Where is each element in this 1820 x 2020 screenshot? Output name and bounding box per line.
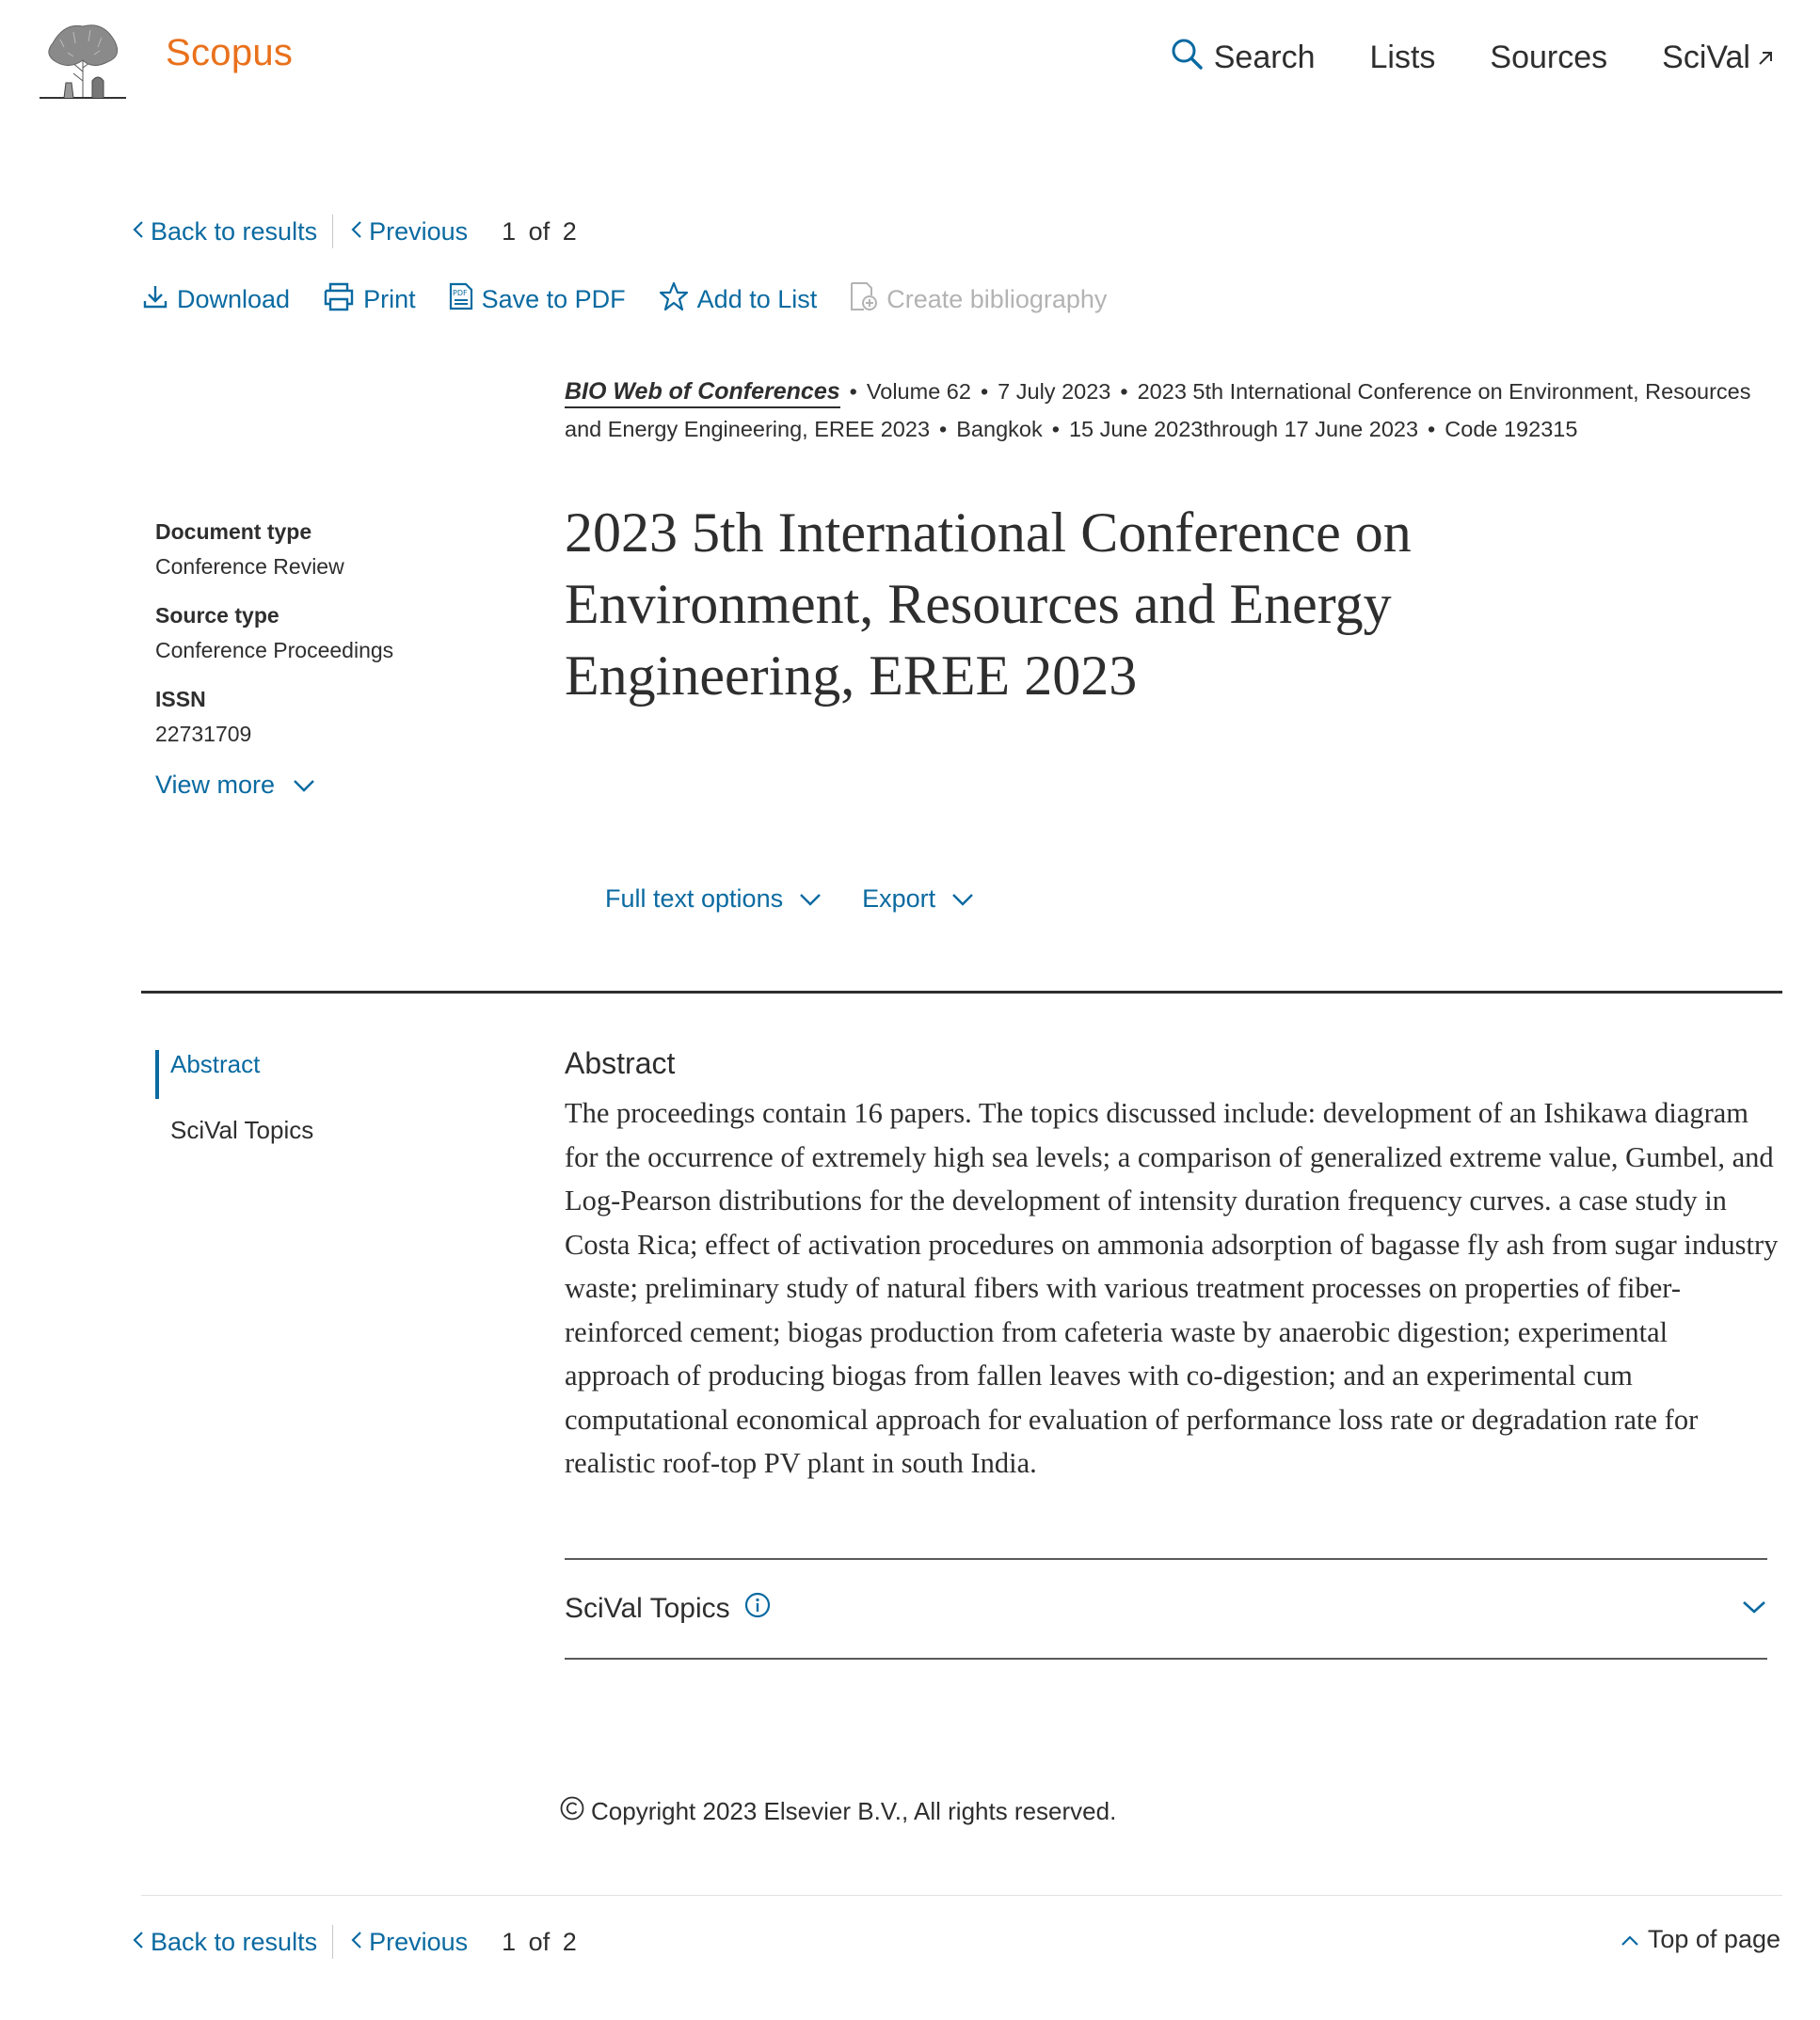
section-divider — [141, 991, 1782, 994]
copyright-icon — [559, 1795, 585, 1828]
nav-lists-label: Lists — [1369, 40, 1436, 75]
copyright — [559, 1795, 1116, 1828]
nav-scival-label: SciVal — [1662, 40, 1750, 75]
section-navigation — [155, 1050, 475, 1145]
create-bibliography-label: Create bibliography — [886, 285, 1108, 313]
pdf-icon — [448, 281, 474, 318]
journal-link[interactable]: BIO Web of Conferences — [565, 378, 840, 408]
view-more-button[interactable] — [155, 771, 532, 800]
document-type-label: Document type — [155, 519, 312, 544]
create-bibliography-button[interactable] — [849, 280, 1107, 319]
page-of: of — [528, 216, 551, 246]
document-actions — [141, 280, 1107, 319]
abstract-heading: Abstract — [565, 1046, 676, 1080]
source-information: BIO Web of Conferences • Volume 62 • 7 July 2023 • 2023 5th International Conference on Environment, Resources and Energy Engineering, EREE 2023 • Bangkok • 15 June 2023through 17 June 2023 • Code 192315 — [565, 378, 1751, 441]
previous-link[interactable] — [350, 217, 468, 247]
nav-sources[interactable] — [1490, 40, 1607, 76]
section-nav-scival-topics[interactable]: SciVal Topics — [170, 1116, 314, 1144]
conference-code: Code 192315 — [1445, 417, 1578, 441]
divider — [332, 215, 333, 248]
back-to-results-link[interactable] — [132, 217, 317, 247]
chevron-up-icon — [1620, 1925, 1640, 1954]
download-label: Download — [177, 285, 291, 313]
full-text-options-button[interactable] — [605, 884, 822, 914]
external-link-icon — [1756, 40, 1775, 76]
download-button[interactable] — [141, 282, 290, 317]
divider — [332, 1925, 333, 1959]
nav-scival[interactable] — [1662, 40, 1775, 76]
add-to-list-label: Add to List — [696, 285, 818, 313]
document-options — [605, 884, 975, 914]
document-metadata — [155, 519, 532, 800]
full-text-options-label: Full text options — [605, 884, 784, 913]
download-icon — [141, 282, 169, 317]
page-current: 1 — [502, 216, 517, 246]
scopus-brand[interactable]: Scopus — [166, 32, 294, 73]
save-to-pdf-button[interactable] — [448, 281, 626, 318]
info-icon[interactable] — [743, 1591, 772, 1627]
document-title: 2023 5th International Conference on Environment, Resources and Energy Engineering, EREE 2023 — [565, 501, 1412, 707]
result-navigation-bottom — [132, 1925, 577, 1959]
star-icon — [658, 280, 690, 319]
export-button[interactable] — [862, 884, 975, 914]
back-to-results-link[interactable] — [132, 1928, 317, 1957]
chevron-left-icon — [350, 217, 363, 247]
volume: Volume 62 — [866, 379, 971, 404]
chevron-down-icon — [950, 884, 975, 914]
document-type-value: Conference Review — [155, 554, 344, 579]
section-nav-abstract[interactable]: Abstract — [155, 1050, 475, 1099]
add-to-list-button[interactable] — [658, 280, 818, 319]
print-icon — [322, 281, 356, 318]
view-more-label: View more — [155, 771, 276, 799]
scival-topics-label: SciVal Topics — [565, 1593, 730, 1624]
issn-label: ISSN — [155, 687, 206, 711]
save-to-pdf-label: Save to PDF — [481, 285, 626, 313]
conference-dates: 15 June 2023through 17 June 2023 — [1068, 417, 1419, 441]
page-current: 1 — [502, 1927, 517, 1956]
result-navigation-top — [132, 215, 577, 248]
source-type-value: Conference Proceedings — [155, 638, 394, 662]
chevron-left-icon — [132, 217, 145, 247]
chevron-down-icon — [292, 771, 316, 800]
page-total: 2 — [562, 216, 577, 246]
scival-topics-accordion[interactable] — [565, 1560, 1767, 1658]
previous-label: Previous — [369, 1927, 469, 1956]
nav-search[interactable] — [1171, 38, 1316, 78]
bibliography-icon — [849, 280, 879, 319]
nav-search-label: Search — [1213, 40, 1316, 75]
svg-text:PDF: PDF — [452, 289, 468, 297]
chevron-down-icon[interactable] — [1741, 1599, 1767, 1620]
top-of-page-link[interactable] — [1620, 1925, 1780, 1954]
previous-label: Previous — [369, 216, 469, 246]
issn-value: 22731709 — [155, 722, 252, 746]
search-icon — [1171, 38, 1203, 78]
print-label: Print — [363, 285, 416, 313]
back-to-results-label: Back to results — [151, 216, 318, 246]
page-total: 2 — [562, 1927, 577, 1956]
divider — [141, 1895, 1782, 1896]
export-label: Export — [862, 884, 936, 913]
page-of: of — [528, 1927, 551, 1956]
nav-lists[interactable] — [1369, 40, 1435, 76]
elsevier-logo[interactable] — [36, 15, 130, 102]
page-indicator — [502, 1928, 577, 1957]
source-type-label: Source type — [155, 603, 279, 628]
nav-sources-label: Sources — [1490, 40, 1608, 75]
conference-name: 2023 5th International Conference on Environment, Resources and Energy Engineering, EREE 2023 — [565, 379, 1751, 441]
print-button[interactable] — [322, 281, 416, 318]
divider — [565, 1658, 1767, 1660]
top-of-page-label: Top of page — [1647, 1925, 1780, 1953]
previous-link[interactable] — [350, 1928, 468, 1957]
top-navigation — [1171, 38, 1775, 78]
chevron-left-icon — [132, 1928, 145, 1957]
copyright-text: Copyright 2023 Elsevier B.V., All rights reserved. — [591, 1797, 1117, 1825]
chevron-left-icon — [350, 1928, 363, 1957]
publication-date: 7 July 2023 — [998, 379, 1111, 404]
back-to-results-label: Back to results — [151, 1927, 318, 1956]
conference-location: Bangkok — [956, 417, 1043, 441]
abstract-text: The proceedings contain 16 papers. The topics discussed include: development of an Ishikawa diagram for the occurrence of extremely high sea levels; a comparison of generalized extreme value, Gumbel, and Log-Pearson distributions for the development of intensity duration frequency curves. a case study in Costa Rica; effect of activation procedures on ammonia adsorption of bagasse fly ash from sugar industry waste; preliminary study of natural fibers with various treatment processes on properties of fiber-reinforced cement; biogas production from cafeteria waste by anaerobic digestion; experimental approach of producing biogas from fallen leaves with co-digestion; and an experimental cum computational economical approach for evaluation of performance loss rate or degradation rate for realistic roof-top PV plant in south India. — [565, 1097, 1779, 1479]
page-indicator — [502, 217, 577, 247]
chevron-down-icon — [798, 884, 822, 914]
